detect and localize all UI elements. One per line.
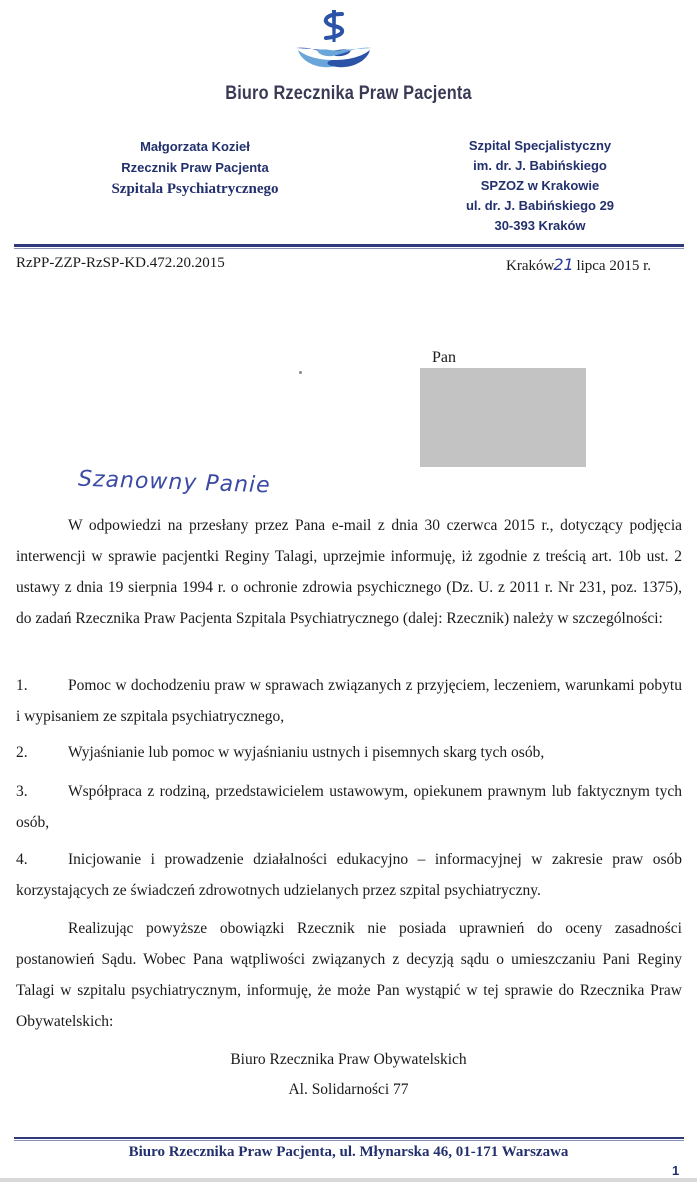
list-item: [16, 776, 682, 838]
hospital-line: ul. dr. J. Babińskiego 29: [465, 198, 615, 213]
sender-role: Rzecznik Praw Pacjenta: [121, 160, 269, 175]
date-day-handwritten: 21: [553, 255, 574, 274]
caduceus-hands-logo-icon: [292, 6, 376, 76]
list-item: [16, 737, 682, 768]
hospital-block: [410, 136, 670, 236]
hospital-line: 30-393 Kraków: [494, 218, 586, 233]
scan-edge: [0, 1178, 697, 1182]
footer-divider: [14, 1137, 684, 1139]
intro-paragraph: W odpowiedzi na przesłany przez Pana e-mail z dnia 30 czerwca 2015 r., dotyczący podjęcia interwencji w sprawie pacjentki Reginy Talagi, uprzejmie informuję, iż zgodnie z treścią art. 10b ust. 2 ustawy z dnia 19 sierpnia 1994 r. o ochronie zdrowia psychicznego (Dz. U. z 2011 r. Nr 231, poz. 1375), do zadań Rzecznika Praw Pacjenta Szpitala Psychiatrycznego (dalej: Rzecznik) należy w szczególności:: [16, 517, 682, 627]
footer-divider-thin: [14, 1140, 684, 1141]
list-item-number: 3.: [16, 783, 28, 800]
list-item-text: Wyjaśnianie lub pomoc w wyjaśnianiu ustnych i pisemnych skarg tych osób,: [68, 744, 545, 761]
header-divider-thin: [14, 248, 684, 249]
list-item-text: Pomoc w dochodzeniu praw w sprawach związanych z przyjęciem, leczeniem, warunkami pobytu i wypisaniem ze szpitala psychiatrycznego,: [16, 677, 682, 725]
hospital-line: im. dr. J. Babińskiego: [473, 158, 607, 173]
letter-date: [506, 255, 651, 275]
header-divider: [14, 244, 684, 247]
sender-unit: Szpitala Psychiatrycznego: [111, 181, 279, 197]
sender-name: Małgorzata Kozieł: [140, 139, 250, 154]
list-item: [16, 844, 682, 906]
address-line: Al. Solidarności 77: [288, 1081, 409, 1098]
addressee-label: Pan: [432, 349, 456, 366]
sender-block: [54, 136, 336, 200]
list-item-text: Inicjowanie i prowadzenie działalności edukacyjno – informacyjnej w zakresie praw osób korzystających ze świadczeń zdrowotnych udzielanych przez szpital psychiatryczny.: [16, 851, 682, 899]
list-item-text: Współpraca z rodziną, przedstawicielem ustawowym, opiekunem prawnym lub faktycznym tych osób,: [16, 783, 682, 831]
page-number: 1: [672, 1163, 680, 1178]
list-item: [16, 670, 682, 732]
date-rest: lipca 2015 r.: [576, 258, 652, 274]
scan-speck: [299, 371, 302, 374]
closing-paragraph: Realizując powyższe obowiązki Rzecznik nie posiada uprawnień do oceny zasadności postanowień Sądu. Wobec Pana wątpliwości związanych z decyzją sądu o umieszczaniu Pani Reginy Talagi w szpitalu psychiatrycznym, informuję, że może Pan wystąpić w tej sprawie do Rzecznika Praw Obywatelskich:: [16, 920, 682, 1030]
handwritten-greeting: Szanowny Panie: [77, 466, 272, 499]
hospital-line: Szpital Specjalistyczny: [468, 138, 612, 153]
address-line: Biuro Rzecznika Praw Obywatelskich: [230, 1051, 467, 1068]
reference-number: RzPP-ZZP-RzSP-KD.472.20.2015: [16, 255, 225, 271]
redacted-address-block: [420, 368, 586, 467]
date-place: Kraków: [506, 258, 555, 274]
list-item-number: 1.: [16, 677, 28, 694]
footer-address: Biuro Rzecznika Praw Pacjenta, ul. Młynarska 46, 01-171 Warszawa: [128, 1144, 569, 1160]
list-item-number: 4.: [16, 851, 28, 868]
list-item-number: 2.: [16, 744, 28, 761]
hospital-line: SPZOZ w Krakowie: [480, 178, 600, 193]
office-title: Biuro Rzecznika Praw Pacjenta: [225, 83, 472, 104]
